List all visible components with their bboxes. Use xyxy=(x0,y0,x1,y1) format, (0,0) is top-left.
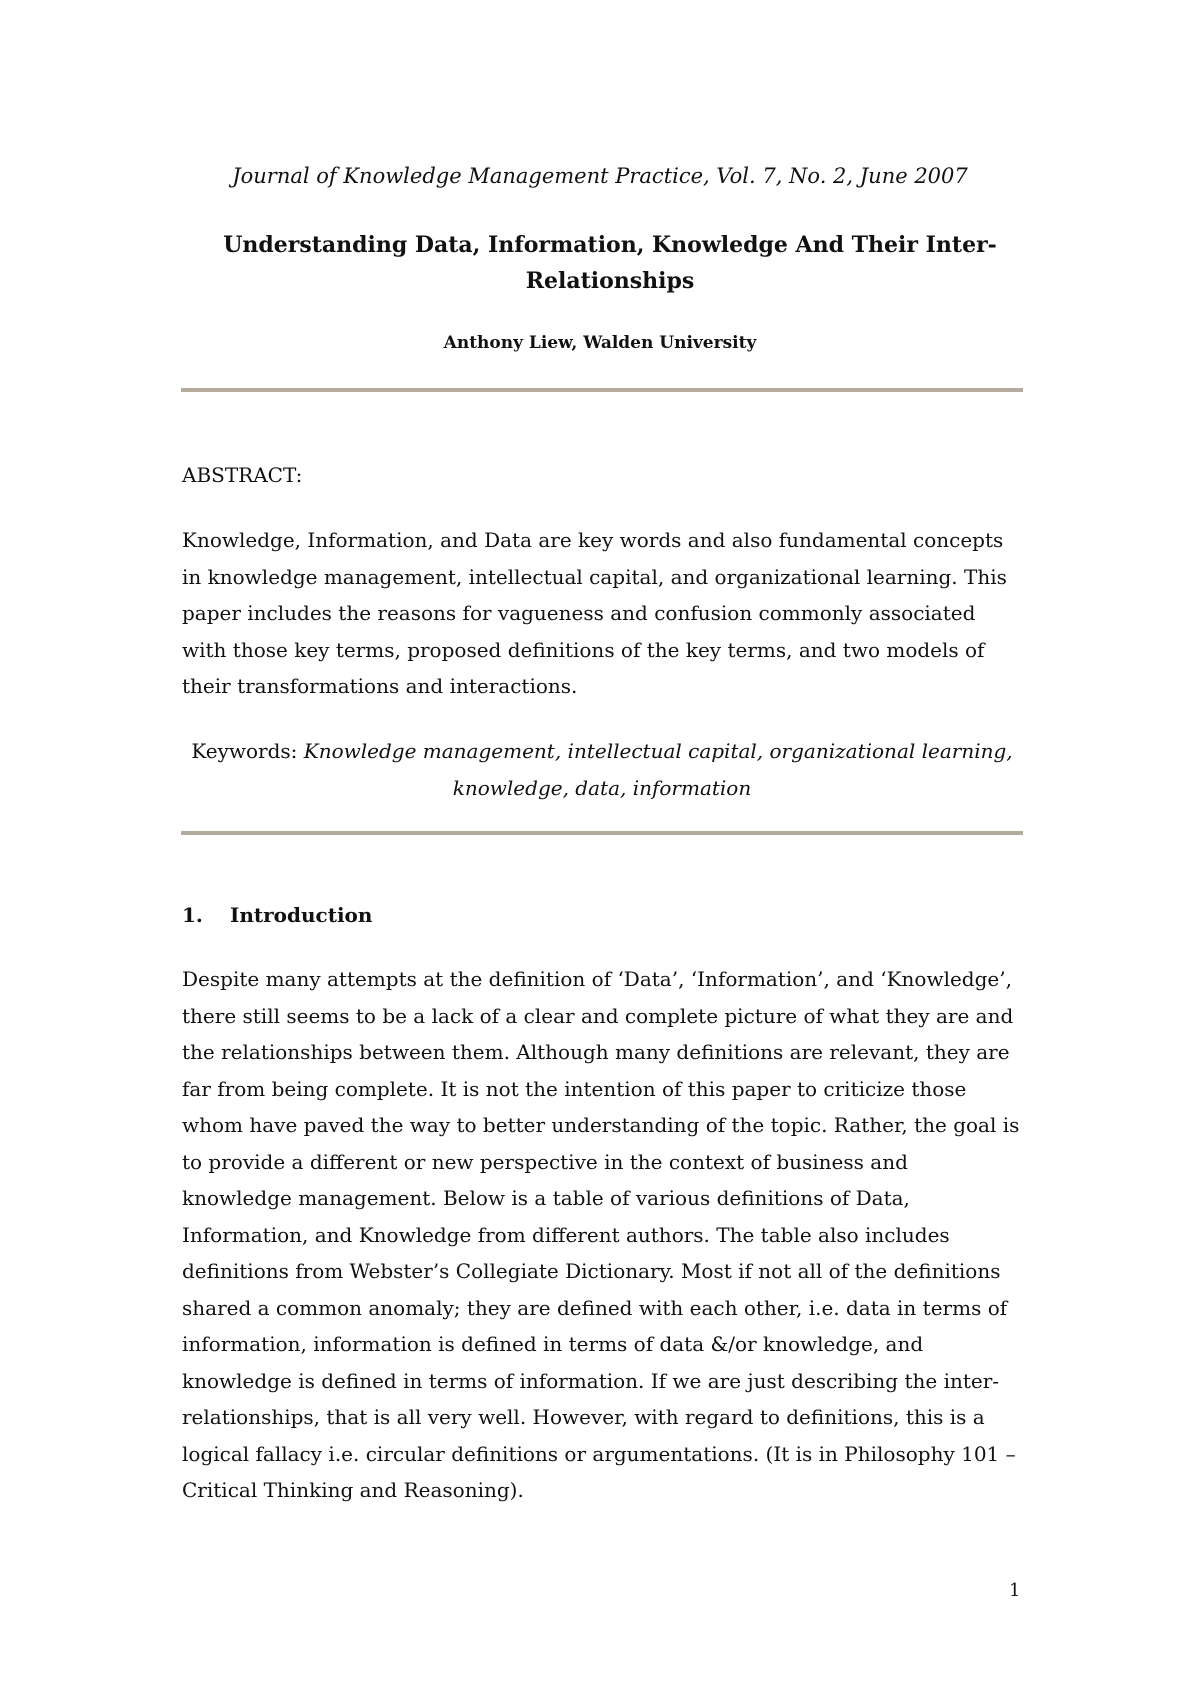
keywords-label: Keywords: xyxy=(191,739,304,763)
section-heading-introduction xyxy=(182,900,372,930)
keywords-list: Knowledge management, intellectual capital, organizational learning, knowledge, data, information xyxy=(303,739,1013,800)
bottom-divider xyxy=(181,831,1023,835)
top-divider xyxy=(181,388,1023,392)
section-title: Introduction xyxy=(230,903,373,927)
abstract-heading: ABSTRACT: xyxy=(182,463,303,487)
paper-title: Understanding Data, Information, Knowledge And Their Inter-Relationships xyxy=(223,232,997,294)
introduction-text: Despite many attempts at the definition of ‘Data’, ‘Information’, and ‘Knowledge’, there still seems to be a lack of a clear and complete picture of what they are and the relationships between them. Although many definitions are relevant, they are far from being complete. It is not the intention of this paper to criticize those whom have paved the way to better understanding of the topic. Rather, the goal is to provide a different or new perspective in the context of business and knowledge management. Below is a table of various definitions of Data, Information, and Knowledge from different authors. The table also includes definitions from Webster’s Collegiate Dictionary. Most if not all of the definitions shared a common anomaly; they are defined with each other, i.e. data in terms of information, information is defined in terms of data &/or knowledge, and knowledge is defined in terms of information. If we are just describing the inter-relationships, that is all very well. However, with regard to definitions, this is a logical fallacy i.e. circular definitions or argumentations. (It is in Philosophy 101 – Critical Thinking and Reasoning). xyxy=(182,967,1020,1502)
abstract-text: Knowledge, Information, and Data are key words and also fundamental concepts in knowledge management, intellectual capital, and organizational learning. This paper includes the reasons for vagueness and confusion commonly associated with those key terms, proposed definitions of the key terms, and two models of their transformations and interactions. xyxy=(182,528,1007,698)
page-number: 1 xyxy=(1009,1580,1021,1601)
keywords-line xyxy=(181,733,1023,806)
journal-citation: Journal of Knowledge Management Practice, Vol. 7, No. 2, June 2007 xyxy=(232,164,968,188)
section-number: 1. xyxy=(182,903,203,927)
paper-author: Anthony Liew, Walden University xyxy=(443,333,757,353)
